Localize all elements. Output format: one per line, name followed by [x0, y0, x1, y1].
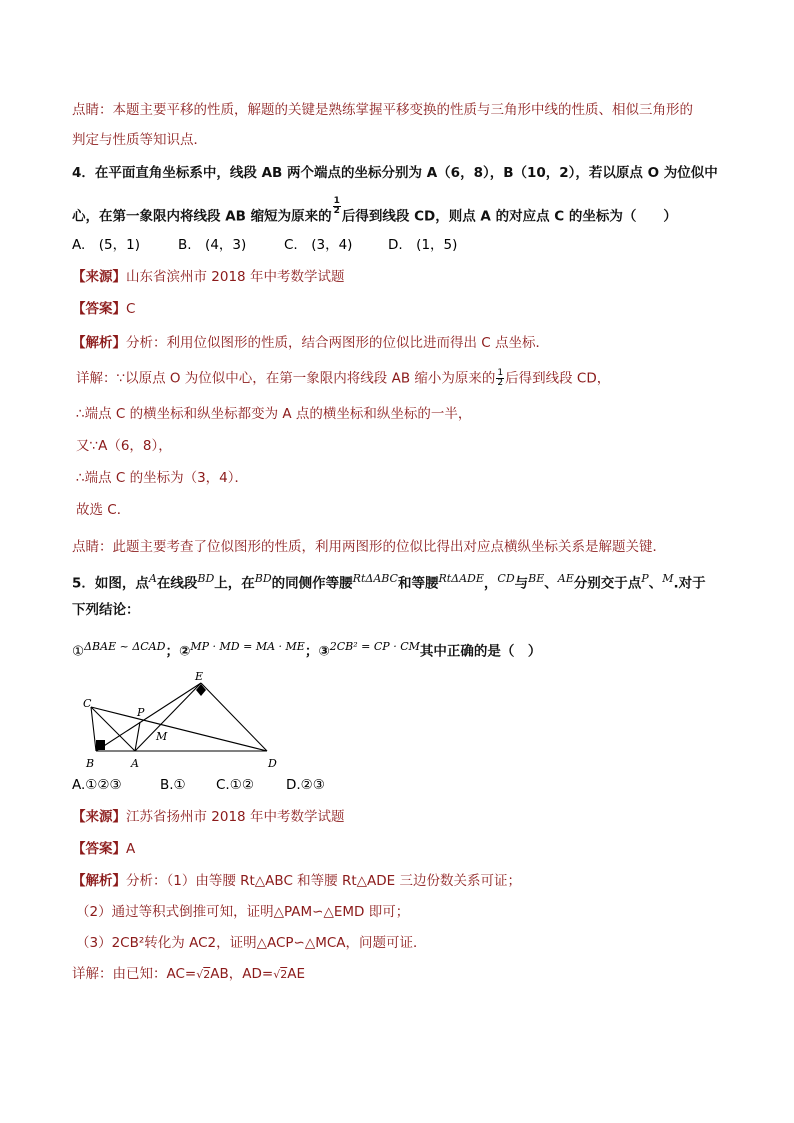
- q4-step3: ∴端点 C 的坐标为（3，4）．: [76, 470, 249, 486]
- q4-detail-frac-den: 2: [497, 378, 504, 388]
- q4-step4: 故选 C．: [76, 502, 131, 518]
- q5-point-p: P: [641, 572, 649, 585]
- q5-triangle-abc: RtΔABC: [352, 572, 398, 585]
- q4-stem-line2-a: 心，在第一象限内将线段 AB 缩短为原来的: [72, 208, 332, 225]
- segment-be: [96, 683, 201, 751]
- label-m: M: [156, 730, 168, 743]
- q5-stem-tail: 其中正确的是（ ）: [419, 643, 542, 660]
- q5-stem-line1: [72, 570, 706, 593]
- q5-analysis-text: 分析：（1）由等腰 Rt△ABC 和等腰 Rt△ADE 三边份数关系可证；: [126, 873, 521, 889]
- q5-point-a: A: [148, 572, 157, 585]
- q4-detail-fraction: [496, 369, 504, 388]
- q5-sqrt-2-value: 2: [280, 968, 288, 981]
- q4-comment: 点睛：此题主要考查了位似图形的性质，利用两图形的位似比得出对应点横纵坐标关系是解题关键．: [72, 539, 666, 555]
- q4-detail-b: 后得到线段 CD，: [505, 370, 611, 387]
- q4-source-tag: 【来源】: [72, 269, 126, 285]
- q5-conclusion-2: MP · MD = MA · ME: [190, 640, 305, 653]
- q4-option-b[interactable]: B. (4，3): [178, 237, 247, 253]
- q4-frac-den: 2: [333, 206, 340, 216]
- q5-detail-a: 详解：由已知：AC=: [72, 966, 197, 982]
- q5-stem-p3: 上，在: [214, 575, 255, 592]
- q4-detail: [76, 369, 610, 388]
- q5-segment-bd-2: BD: [254, 572, 272, 585]
- q5-option-d[interactable]: D.②③: [286, 777, 325, 793]
- q5-analysis-2: （2）通过等积式倒推可知，证明△PAM∽△EMD 即可；: [76, 904, 410, 920]
- q4-answer-tag: 【答案】: [72, 301, 126, 317]
- q5-conclusion-3: 2CB² = CP · CM: [329, 640, 420, 653]
- q5-segment-be: BE: [528, 572, 545, 585]
- q5-sep1: ；②: [165, 643, 191, 660]
- segment-ed: [201, 683, 267, 751]
- q5-conclusions: [72, 638, 541, 661]
- q5-detail-b: AB，AD=: [210, 966, 274, 982]
- q5-source-text: 江苏省扬州市 2018 年中考数学试题: [126, 809, 345, 825]
- q5-sqrt-1-value: 2: [203, 968, 211, 981]
- q5-stem-p4: 的同侧作等腰: [271, 575, 353, 592]
- q4-stem-line1: 4．在平面直角坐标系中，线段 AB 两个端点的坐标分别为 A（6，8），B（10，2），若以原点 O 为位似中: [72, 165, 718, 181]
- q5-answer-text: A: [126, 841, 136, 857]
- segment-ae: [135, 683, 201, 751]
- segment-cd: [91, 707, 267, 751]
- q5-stem-p6: ，: [483, 575, 498, 592]
- q4-option-d[interactable]: D. (1，5): [388, 237, 458, 253]
- label-d: D: [268, 757, 277, 770]
- q5-stem-p10: 、: [648, 575, 663, 592]
- q4-answer: [72, 300, 135, 318]
- q5-stem-p1: 5．如图，点: [72, 575, 149, 592]
- q5-c1-mark: ①: [72, 643, 85, 660]
- q5-segment-cd: CD: [497, 572, 515, 585]
- q4-option-c[interactable]: C. (3，4): [284, 237, 353, 253]
- q5-sqrt-1-symbol: √: [196, 968, 204, 981]
- q5-stem-p9: 分别交于点: [573, 575, 642, 592]
- label-c: C: [83, 697, 92, 710]
- q5-stem-line2: 下列结论：: [72, 602, 140, 618]
- q5-analysis-tag: 【解析】: [72, 873, 126, 889]
- q5-option-a[interactable]: A.①②③: [72, 777, 122, 793]
- q5-stem-p8: 、: [544, 575, 558, 592]
- q4-frac-num: 1: [333, 196, 340, 206]
- q5-sqrt-1: [196, 968, 210, 981]
- q5-segment-bd: BD: [197, 572, 215, 585]
- label-b: B: [86, 757, 95, 770]
- q5-source: [72, 808, 344, 826]
- q5-segment-ae: AE: [557, 572, 574, 585]
- label-p: P: [137, 706, 145, 719]
- q4-analysis-text: 分析：利用位似图形的性质，结合两图形的位似比进而得出 C 点坐标．: [126, 335, 550, 351]
- q5-stem-p7: 与: [514, 575, 529, 592]
- q5-stem-p5: 和等腰: [397, 575, 439, 592]
- q5-analysis: [72, 872, 521, 890]
- q4-analysis: [72, 334, 549, 352]
- q5-detail: [72, 965, 305, 984]
- q5-stem-p2: 在线段: [156, 575, 198, 592]
- q4-detail-a: 详解：∵以原点 O 为位似中心，在第一象限内将线段 AB 缩小为原来的: [76, 370, 496, 387]
- q5-answer: [72, 840, 135, 858]
- q4-answer-text: C: [126, 301, 136, 317]
- q4-stem-line2-b: 后得到线段 CD，则点 A 的对应点 C 的坐标为（ ）: [341, 208, 677, 225]
- q4-source: [72, 268, 344, 286]
- q4-step1: ∴端点 C 的横坐标和纵坐标都变为 A 点的横坐标和纵坐标的一半，: [76, 406, 472, 422]
- prev-comment-line1: 点睛：本题主要平移的性质，解题的关键是熟练掌握平移变换的性质与三角形中线的性质、相似三角形的: [72, 102, 693, 118]
- q4-stem-line2: [72, 196, 677, 226]
- q4-source-text: 山东省滨州市 2018 年中考数学试题: [126, 269, 345, 285]
- q5-sqrt-2-symbol: √: [273, 968, 281, 981]
- q4-step2: 又∵A（6，8），: [76, 438, 172, 454]
- q4-fraction: [333, 197, 341, 216]
- q5-option-c[interactable]: C.①②: [216, 777, 254, 793]
- label-e: E: [195, 670, 204, 683]
- right-angle-b: [96, 740, 105, 750]
- prev-comment-line2: 判定与性质等知识点．: [72, 132, 207, 148]
- label-a: A: [131, 757, 139, 770]
- q5-sep2: ；③: [304, 643, 330, 660]
- segment-bc: [91, 707, 96, 751]
- q5-point-m: M: [662, 572, 674, 585]
- q5-detail-c: AE: [287, 966, 305, 982]
- q5-option-b[interactable]: B.①: [160, 777, 186, 793]
- q4-option-a[interactable]: A. (5，1): [72, 237, 141, 253]
- q5-stem-p11: .对于: [673, 575, 706, 592]
- q5-answer-tag: 【答案】: [72, 841, 126, 857]
- q5-analysis-3: （3）2CB²转化为 AC2，证明△ACP∽△MCA，问题可证．: [76, 935, 427, 951]
- q5-triangle-ade: RtΔADE: [438, 572, 484, 585]
- q5-sqrt-2: [273, 968, 287, 981]
- q5-options: [72, 776, 325, 794]
- q4-detail-frac-num: 1: [497, 368, 504, 378]
- q4-options: [72, 236, 457, 254]
- q5-conclusion-1: ΔBAE ~ ΔCAD: [84, 640, 166, 653]
- q5-source-tag: 【来源】: [72, 809, 126, 825]
- q4-analysis-tag: 【解析】: [72, 335, 126, 351]
- q5-geometry-figure: [70, 670, 290, 778]
